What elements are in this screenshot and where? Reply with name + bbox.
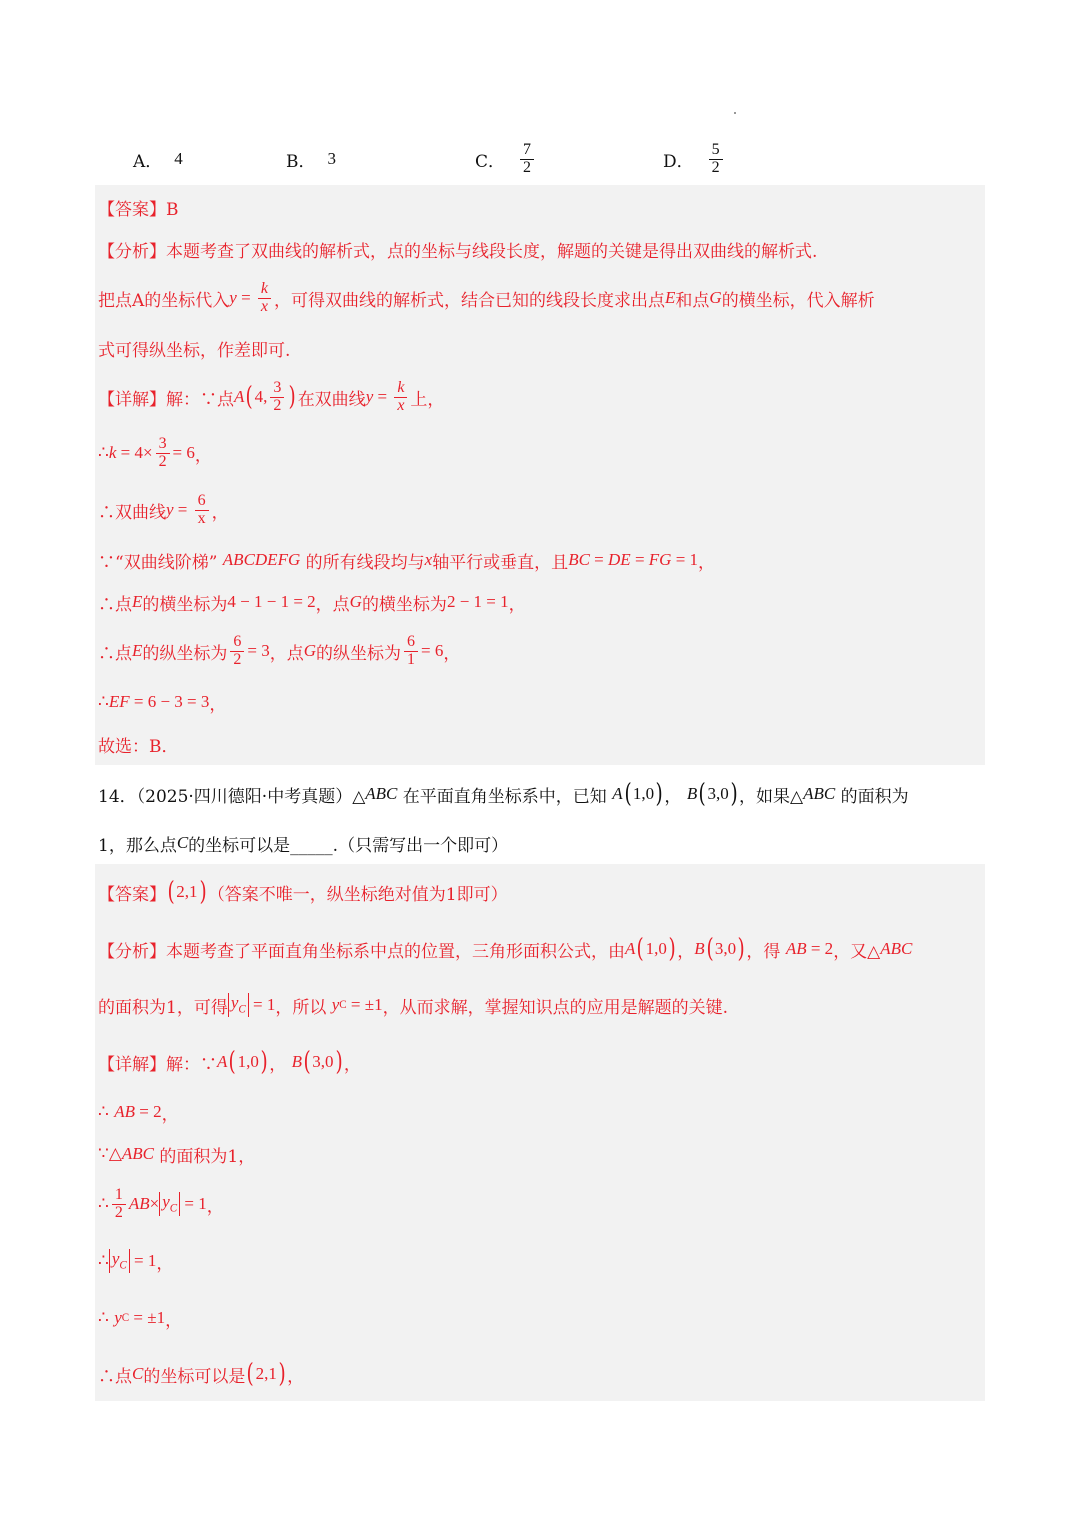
solution-line	[98, 1354, 304, 1394]
text-run: 14．（2025·四川德阳·中考真题）△	[98, 786, 366, 807]
parenthesis: )	[335, 1046, 343, 1077]
math-text: = 4×	[116, 443, 153, 462]
solution-line	[98, 1092, 179, 1132]
option-label: A．	[133, 151, 163, 172]
fraction-denominator: 2	[233, 650, 242, 668]
math-text: k	[108, 443, 117, 462]
text-run: 上，	[410, 389, 445, 410]
text-run: ∴点	[98, 594, 132, 615]
text-run: ∴点	[98, 1366, 132, 1387]
text-run: 的坐标可以是	[143, 1366, 246, 1387]
solution-line	[98, 328, 290, 368]
text-run: ，	[156, 1253, 174, 1274]
fraction	[404, 634, 418, 669]
math-text: y	[365, 387, 374, 406]
fraction-denominator: 2	[711, 158, 720, 176]
fraction-denominator: 1	[407, 650, 415, 668]
parenthesis: (	[246, 1358, 255, 1389]
math-text: FG	[648, 550, 672, 569]
math-text: ABCDEFG	[222, 550, 301, 569]
text-run: ，点	[315, 594, 350, 615]
math-text: = 2	[806, 939, 834, 958]
parenthesis: )	[288, 381, 297, 412]
solution-line	[98, 187, 179, 227]
subscript: C	[339, 999, 347, 1011]
text-run: ∴	[98, 1194, 109, 1214]
solution-line	[98, 490, 229, 530]
text-run: ，	[664, 786, 687, 807]
fraction-numerator: k	[258, 281, 271, 299]
fraction-numerator: k	[394, 380, 407, 398]
fraction-numerator: 3	[156, 436, 170, 454]
math-text: E	[132, 592, 143, 611]
math-text: G	[303, 641, 316, 660]
math-text: y	[331, 995, 340, 1014]
fraction	[258, 281, 271, 316]
option-label: C．	[475, 151, 506, 172]
text-run: 的所有线段均与	[300, 552, 425, 573]
text-run: 故选：B．	[98, 736, 179, 757]
fraction-numerator: 3	[270, 380, 284, 398]
option-b	[286, 134, 336, 184]
math-text: DE	[608, 550, 631, 569]
math-text: B	[694, 939, 705, 958]
text-run: 【分析】本题考查了双曲线的解析式，点的坐标与线段长度，解题的关键是得出双曲线的解析式.	[98, 241, 818, 262]
parenthesis: )	[730, 778, 738, 809]
text-run: 式可得纵坐标，作差即可.	[98, 340, 291, 361]
solution-line	[98, 1241, 173, 1281]
parenthesis: )	[668, 933, 676, 964]
fraction-numerator: 6	[404, 634, 418, 652]
math-text: =	[173, 500, 192, 519]
fraction	[394, 380, 407, 415]
option-a	[133, 134, 183, 184]
text-run: ，	[206, 1196, 224, 1217]
text-run: ，	[165, 1310, 183, 1331]
text-run: ，	[287, 1366, 305, 1387]
text-run: ，	[269, 1054, 292, 1075]
parenthesis: (	[167, 876, 175, 907]
text-run: ∴	[98, 1102, 115, 1122]
math-text: ABC	[121, 1144, 154, 1163]
solution-line	[98, 582, 526, 622]
text-run: 解：∵点	[166, 389, 234, 410]
solution-line	[98, 1298, 182, 1338]
solution-line	[98, 377, 444, 417]
text-run: ∴	[98, 692, 109, 712]
fraction-denominator: 2	[158, 452, 167, 470]
math-text: A	[625, 939, 636, 958]
parenthesis: )	[199, 876, 207, 907]
math-text: =	[236, 288, 255, 307]
fraction	[195, 493, 209, 528]
math-text: = ±1	[129, 1308, 166, 1327]
parenthesis: (	[636, 933, 645, 964]
solution-line	[98, 929, 912, 969]
text-run: 【详解】	[98, 389, 166, 410]
solution-line	[98, 985, 728, 1025]
text-run: ∵△	[98, 1144, 122, 1164]
parenthesis: (	[228, 1046, 237, 1077]
math-text: = 6	[420, 641, 444, 660]
option-fraction	[520, 142, 534, 177]
math-text: AB	[114, 1102, 136, 1121]
text-run: 的纵坐标为	[316, 643, 401, 664]
math-text: A	[612, 784, 623, 803]
math-text: =	[630, 550, 649, 569]
math-text: 1,0	[237, 1052, 259, 1071]
variable: y	[111, 1249, 120, 1269]
text-run: ，	[194, 445, 212, 466]
math-text: 1,0	[645, 939, 667, 958]
text-run: 的横坐标为	[142, 594, 228, 615]
math-text: x	[424, 550, 433, 569]
math-text: = 1	[180, 1194, 207, 1213]
math-text: = 6 − 3 = 3	[129, 692, 210, 711]
math-text: E	[665, 288, 676, 307]
math-text: = 2	[135, 1102, 162, 1121]
solution-box-13	[95, 185, 985, 765]
variable: y	[230, 993, 239, 1013]
math-text: = 1	[671, 550, 699, 569]
absolute-value	[228, 993, 249, 1016]
fraction-denominator: 2	[523, 158, 531, 176]
math-text: 2,1	[176, 882, 198, 901]
subscript: C	[169, 1202, 178, 1215]
math-text: AB	[785, 939, 807, 958]
option-value: 4	[174, 149, 183, 168]
text-run: 的坐标可以是_____.（只需写出一个即可）	[188, 835, 509, 856]
absolute-value	[109, 1249, 130, 1272]
math-text: = 1	[129, 1251, 157, 1270]
text-run: 【分析】本题考查了平面直角坐标系中点的位置，三角形面积公式，由	[98, 941, 625, 962]
text-run: （答案不唯一，纵坐标绝对值为1即可）	[207, 884, 508, 905]
solution-line	[98, 433, 212, 473]
math-text: ABC	[365, 784, 398, 803]
fraction-numerator: 6	[230, 634, 244, 652]
subscript: C	[121, 1312, 130, 1324]
text-run: 的面积为1，	[154, 1146, 256, 1167]
variable: y	[162, 1192, 170, 1212]
parenthesis: )	[260, 1046, 268, 1077]
option-d	[663, 134, 726, 184]
math-text: 4,	[254, 387, 268, 406]
math-text: =	[589, 550, 609, 569]
option-c	[475, 134, 537, 184]
math-text: y	[114, 1308, 122, 1327]
fraction-numerator: 7	[520, 142, 534, 160]
text-run: ∴	[98, 1308, 115, 1328]
text-run: 解：∵	[166, 1054, 217, 1075]
text-run: 把点A的坐标代入	[98, 290, 230, 311]
solution-line	[98, 1184, 224, 1224]
math-text: G	[349, 592, 362, 611]
math-text: 3,0	[312, 1052, 334, 1071]
solution-line	[98, 682, 226, 722]
option-fraction	[709, 142, 723, 177]
text-run: ，	[343, 1054, 361, 1075]
solution-line	[98, 1134, 255, 1174]
text-run: ∴	[98, 1251, 109, 1271]
math-text: =	[373, 387, 392, 406]
math-text: B	[291, 1052, 302, 1071]
text-run: 的横坐标，代入解析	[721, 290, 875, 311]
math-text: 2,1	[255, 1364, 277, 1383]
fraction-denominator: x	[197, 509, 206, 527]
math-text: ×	[149, 1194, 160, 1213]
text-run: 【答案】	[98, 884, 166, 905]
math-text: y	[166, 500, 174, 519]
math-text: C	[132, 1364, 144, 1383]
math-text: C	[176, 833, 189, 852]
fraction	[270, 380, 284, 415]
math-text: AB	[128, 1194, 150, 1213]
text-run: ，可得双曲线的解析式，结合已知的线段长度求出点	[274, 290, 666, 311]
math-text: B	[686, 784, 698, 803]
text-run: ∵“双曲线阶梯”	[98, 552, 223, 573]
fraction-denominator: x	[397, 396, 405, 414]
math-text: 3,0	[714, 939, 737, 958]
text-run: ，	[211, 502, 229, 523]
math-text: y	[229, 288, 237, 307]
absolute-value	[159, 1192, 180, 1215]
solution-line	[98, 1042, 361, 1082]
text-run: ，如果△	[739, 786, 804, 807]
math-text: 1,0	[632, 784, 655, 803]
parenthesis: (	[706, 933, 714, 964]
parenthesis: (	[624, 778, 632, 809]
text-run: ，	[677, 941, 695, 962]
math-text: = ±1	[346, 995, 383, 1014]
text-run: 的面积为	[835, 786, 909, 807]
subscript: C	[119, 1259, 127, 1272]
text-run: ，又△	[833, 941, 881, 962]
fraction-denominator: 2	[114, 1203, 123, 1221]
option-label: B．	[286, 151, 316, 172]
math-text: A	[217, 1052, 228, 1071]
parenthesis: (	[245, 381, 254, 412]
text-run: 的面积为1，可得	[98, 997, 228, 1018]
math-text: G	[709, 288, 722, 307]
stray-dot	[734, 112, 736, 114]
solution-line	[98, 724, 179, 764]
fraction-numerator: 6	[195, 493, 209, 511]
math-text: = 1	[248, 995, 276, 1014]
math-text: = 6	[172, 443, 195, 462]
solution-line	[98, 229, 817, 269]
parenthesis: )	[655, 778, 663, 809]
parenthesis: )	[278, 1358, 286, 1389]
solution-line	[98, 872, 508, 912]
text-run: ，	[508, 594, 526, 615]
option-label: D．	[663, 151, 694, 172]
fraction-numerator: 1	[112, 1187, 126, 1205]
option-value: 3	[327, 149, 336, 168]
fraction-denominator: 2	[273, 396, 282, 414]
text-run: 在双曲线	[297, 389, 366, 410]
fraction-numerator: 5	[709, 142, 723, 160]
solution-box-14	[95, 864, 985, 1401]
math-text: ABC	[880, 939, 913, 958]
text-run: ，点	[269, 643, 304, 664]
math-text: = 3	[247, 641, 270, 660]
text-run: 的横坐标为	[361, 594, 447, 615]
text-run: ∴	[98, 443, 109, 463]
math-text: EF	[108, 692, 130, 711]
fraction	[112, 1187, 126, 1222]
parenthesis: )	[737, 933, 745, 964]
solution-line	[98, 540, 715, 580]
text-run: 【详解】	[98, 1054, 166, 1075]
math-text: A	[234, 387, 245, 406]
parenthesis: (	[303, 1046, 311, 1077]
text-run: ∴双曲线	[98, 502, 166, 523]
math-text: ABC	[803, 784, 836, 803]
fraction	[156, 436, 170, 471]
text-run: ，	[161, 1104, 179, 1125]
fraction-denominator: x	[260, 297, 269, 315]
text-run: ，	[698, 552, 716, 573]
parenthesis: (	[698, 778, 706, 809]
math-text: E	[132, 641, 143, 660]
text-run: 1，那么点	[98, 835, 177, 856]
math-text: 3,0	[707, 784, 729, 803]
math-text: 2 − 1 = 1	[446, 592, 509, 611]
text-run: 在平面直角坐标系中，已知	[397, 786, 613, 807]
text-run: ∴点	[98, 643, 132, 664]
solution-line	[98, 631, 460, 671]
text-run: 【答案】B	[98, 199, 179, 220]
subscript: C	[238, 1003, 246, 1016]
question-line	[98, 823, 508, 863]
text-run: ，所以	[275, 997, 332, 1018]
answer-options	[0, 134, 1080, 184]
solution-line	[98, 278, 875, 318]
text-run: ，从而求解，掌握知识点的应用是解题的关键.	[382, 997, 728, 1018]
math-text: BC	[568, 550, 590, 569]
fraction	[230, 634, 244, 669]
math-text: 4 − 1 − 1 = 2	[227, 592, 316, 611]
text-run: 和点	[675, 290, 710, 311]
text-run: 的纵坐标为	[142, 643, 228, 664]
question-line	[98, 774, 909, 814]
text-run: ，得	[746, 941, 786, 962]
text-run: ，	[443, 643, 461, 664]
text-run: 轴平行或垂直，且	[432, 552, 569, 573]
text-run: ，	[209, 694, 227, 715]
